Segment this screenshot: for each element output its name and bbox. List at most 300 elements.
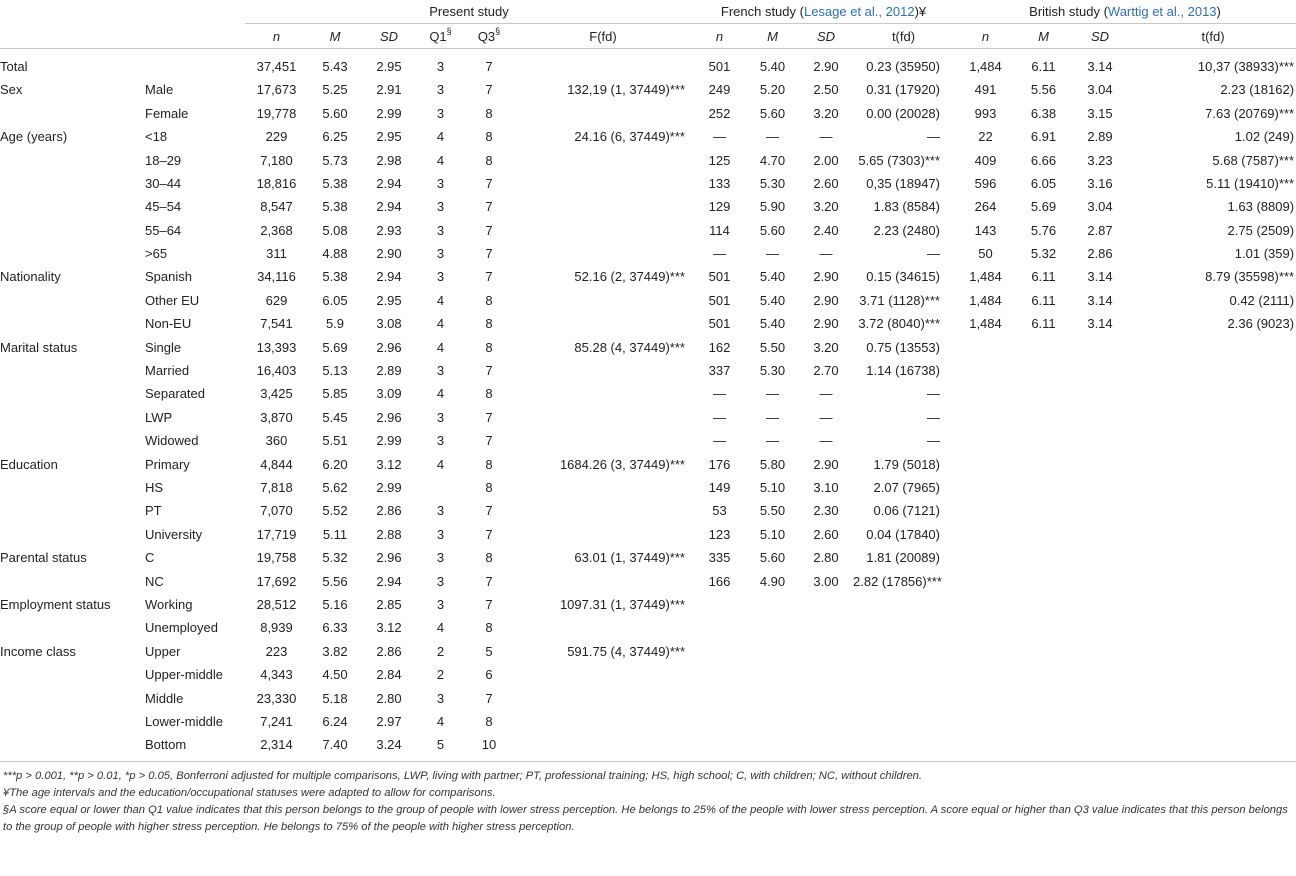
table-cell: 5.65 (7303)*** bbox=[858, 152, 940, 168]
table-cell bbox=[954, 710, 1017, 733]
table-cell: 5.25 bbox=[322, 82, 348, 98]
table-cell: 6.11 bbox=[1031, 58, 1056, 74]
table-cell: 6.11 bbox=[1031, 292, 1056, 308]
table-cell: 129 bbox=[708, 199, 731, 215]
table-cell: 2.91 bbox=[376, 82, 402, 98]
table-cell: 3 bbox=[436, 105, 445, 121]
table-cell: 7,241 bbox=[260, 713, 293, 729]
table-cell bbox=[954, 476, 1017, 499]
table-cell: 3.14 bbox=[1087, 292, 1113, 308]
table-cell: 23,330 bbox=[256, 690, 297, 706]
table-cell bbox=[693, 640, 746, 663]
table-cell: 7 bbox=[485, 199, 493, 215]
row-category bbox=[0, 710, 145, 733]
table-cell bbox=[1017, 382, 1070, 405]
table-cell: 1,484 bbox=[969, 316, 1002, 332]
row-category bbox=[0, 616, 145, 639]
table-cell: 6.33 bbox=[322, 620, 348, 636]
table-cell: 2.90 bbox=[813, 456, 839, 472]
table-cell bbox=[799, 733, 853, 756]
table-cell: 0.23 (35950) bbox=[866, 58, 940, 74]
table-cell bbox=[853, 686, 954, 709]
table-cell: 501 bbox=[708, 58, 731, 74]
table-cell: 6.05 bbox=[322, 292, 348, 308]
table-cell: 176 bbox=[708, 456, 731, 472]
table-cell: 166 bbox=[708, 573, 731, 589]
table-cell: 3.04 bbox=[1087, 82, 1113, 98]
table-cell bbox=[513, 476, 693, 499]
table-cell: 7 bbox=[485, 503, 493, 519]
table-cell bbox=[746, 640, 799, 663]
table-cell bbox=[1017, 523, 1070, 546]
table-cell: — bbox=[766, 433, 779, 449]
table-cell: — bbox=[819, 433, 833, 449]
table-cell bbox=[513, 569, 693, 592]
table-cell: 17,673 bbox=[256, 82, 297, 98]
table-cell bbox=[513, 382, 693, 405]
table-cell: 5.56 bbox=[322, 573, 348, 589]
table-cell: 4 bbox=[436, 316, 445, 332]
row-subcategory bbox=[145, 48, 245, 78]
table-cell bbox=[513, 102, 693, 125]
table-cell: 7 bbox=[485, 596, 493, 612]
table-cell: 3.71 (1128)*** bbox=[859, 292, 940, 308]
table-cell bbox=[513, 523, 693, 546]
table-cell: 5.60 bbox=[759, 222, 786, 238]
table-cell bbox=[853, 616, 954, 639]
table-cell: 5.43 bbox=[322, 58, 348, 74]
table-cell bbox=[1070, 476, 1130, 499]
table-cell bbox=[1017, 663, 1070, 686]
table-cell: 8 bbox=[485, 620, 493, 636]
row-subcategory: Non-EU bbox=[145, 316, 192, 332]
table-cell: 249 bbox=[708, 82, 731, 98]
table-cell: 1.63 (8809) bbox=[1227, 199, 1295, 215]
french-citation-link[interactable]: Lesage et al., 2012 bbox=[803, 4, 915, 20]
table-cell bbox=[693, 710, 746, 733]
row-subcategory: 18–29 bbox=[145, 152, 182, 168]
row-category bbox=[0, 289, 145, 312]
table-cell: 5.45 bbox=[322, 409, 348, 425]
table-cell: 5.18 bbox=[322, 690, 348, 706]
table-cell: 2.60 bbox=[813, 175, 839, 191]
table-cell: 3 bbox=[436, 199, 445, 215]
table-cell bbox=[513, 148, 693, 171]
table-row bbox=[0, 382, 1296, 405]
table-cell: 7 bbox=[485, 526, 493, 542]
table-cell bbox=[513, 429, 693, 452]
table-cell bbox=[954, 499, 1017, 522]
table-cell: 3.20 bbox=[813, 339, 839, 355]
table-cell: 223 bbox=[265, 643, 288, 659]
table-cell bbox=[746, 663, 799, 686]
table-cell: 2.99 bbox=[376, 480, 402, 495]
table-cell: 5.9 bbox=[325, 316, 345, 332]
table-cell: — bbox=[713, 409, 726, 425]
table-cell: 2.89 bbox=[1087, 129, 1113, 145]
table-cell: 5 bbox=[436, 737, 445, 753]
footnote-significance: ***p > 0.001, **p > 0.01, *p > 0.05, Bonferroni adjusted for multiple comparisons, LWP, living with partner; PT, professional training; HS, high school; C, with children; NC, without children. bbox=[3, 769, 922, 782]
table-cell: 2.99 bbox=[376, 433, 402, 449]
table-cell: 2.82 (17856)*** bbox=[853, 573, 942, 589]
table-cell bbox=[746, 616, 799, 639]
table-cell bbox=[1130, 382, 1296, 405]
table-cell bbox=[1070, 710, 1130, 733]
table-cell bbox=[1070, 523, 1130, 546]
table-cell bbox=[954, 593, 1017, 616]
table-cell: 5.40 bbox=[759, 269, 786, 285]
table-row bbox=[0, 429, 1296, 452]
col-fr-t: t(fd) bbox=[853, 24, 954, 48]
table-cell: 125 bbox=[708, 152, 731, 168]
col-br-n: n bbox=[954, 24, 1017, 48]
table-cell: 7,541 bbox=[260, 316, 293, 332]
table-cell: — bbox=[819, 386, 833, 402]
row-subcategory: LWP bbox=[145, 409, 173, 425]
table-cell: 3.10 bbox=[813, 480, 839, 495]
table-cell bbox=[513, 219, 693, 242]
table-cell: 2.95 bbox=[376, 58, 402, 74]
row-subcategory: 45–54 bbox=[145, 199, 182, 215]
table-cell: 3.08 bbox=[376, 316, 402, 332]
table-cell: 5 bbox=[485, 643, 493, 659]
table-cell: 6.38 bbox=[1030, 105, 1057, 121]
table-cell: 5.20 bbox=[759, 82, 786, 98]
col-fr-n: n bbox=[693, 24, 746, 48]
table-cell: — bbox=[927, 129, 940, 145]
table-cell bbox=[954, 686, 1017, 709]
table-cell: 596 bbox=[974, 175, 997, 191]
row-subcategory: 30–44 bbox=[145, 175, 182, 191]
table-cell bbox=[693, 663, 746, 686]
table-cell: 2.86 bbox=[376, 503, 402, 519]
row-subcategory: NC bbox=[145, 573, 164, 589]
table-cell: 5.69 bbox=[322, 339, 348, 355]
table-cell: 1.02 (249) bbox=[1234, 129, 1295, 145]
table-cell bbox=[1017, 710, 1070, 733]
table-cell: 3 bbox=[436, 222, 445, 238]
table-row bbox=[0, 312, 1296, 335]
row-subcategory: Married bbox=[145, 363, 190, 379]
table-cell: 264 bbox=[974, 199, 997, 215]
british-citation-link[interactable]: Warttig et al., 2013 bbox=[1107, 4, 1217, 20]
row-category bbox=[0, 242, 145, 265]
table-cell: 5.10 bbox=[759, 526, 786, 542]
table-cell: 5.50 bbox=[759, 339, 786, 355]
table-cell bbox=[1130, 499, 1296, 522]
table-cell: 13,393 bbox=[256, 339, 297, 355]
table-cell: 1.01 (359) bbox=[1234, 246, 1295, 262]
table-cell: 8 bbox=[485, 713, 493, 729]
table-cell: 5.52 bbox=[322, 503, 348, 519]
table-cell: 252 bbox=[708, 105, 731, 121]
table-cell: 6.24 bbox=[322, 713, 348, 729]
table-cell: — bbox=[713, 129, 726, 145]
col-fr-m: M bbox=[746, 24, 799, 48]
col-q1: Q1§ bbox=[416, 24, 465, 48]
table-cell bbox=[1017, 616, 1070, 639]
table-cell bbox=[1130, 359, 1296, 382]
table-cell: 6.25 bbox=[322, 129, 348, 145]
table-cell: 162 bbox=[708, 339, 731, 355]
table-cell: 311 bbox=[266, 246, 287, 262]
table-cell bbox=[513, 195, 693, 218]
table-cell bbox=[954, 663, 1017, 686]
table-cell: 2.70 bbox=[813, 363, 839, 379]
table-cell bbox=[1130, 569, 1296, 592]
table-cell: 3.20 bbox=[813, 199, 839, 215]
table-cell bbox=[954, 359, 1017, 382]
table-cell: 591.75 (4, 37449)*** bbox=[567, 643, 685, 659]
table-cell: 2.86 bbox=[376, 643, 402, 659]
table-cell bbox=[513, 710, 693, 733]
table-cell bbox=[1070, 429, 1130, 452]
row-category bbox=[0, 406, 145, 429]
table-cell: 5.62 bbox=[322, 480, 348, 495]
table-cell: 5.90 bbox=[759, 199, 786, 215]
table-cell bbox=[1130, 733, 1296, 756]
table-cell: 6.05 bbox=[1030, 175, 1057, 191]
table-cell bbox=[513, 686, 693, 709]
table-cell: 2 bbox=[436, 643, 445, 659]
table-cell bbox=[799, 593, 853, 616]
table-cell bbox=[1130, 546, 1296, 569]
table-cell: 7.63 (20769)*** bbox=[1205, 105, 1295, 121]
table-cell bbox=[853, 593, 954, 616]
row-category bbox=[0, 499, 145, 522]
row-subcategory: University bbox=[145, 526, 203, 542]
table-row bbox=[0, 616, 1296, 639]
table-cell bbox=[954, 429, 1017, 452]
table-cell: 6.20 bbox=[322, 456, 348, 472]
table-cell: 8 bbox=[485, 480, 493, 495]
table-cell: 37,451 bbox=[256, 58, 297, 74]
table-cell: 2.90 bbox=[376, 246, 402, 262]
col-br-sd: SD bbox=[1070, 24, 1130, 48]
table-cell: 2.89 bbox=[376, 363, 402, 379]
table-cell bbox=[513, 406, 693, 429]
table-cell: 5.30 bbox=[759, 363, 786, 379]
table-footnotes bbox=[0, 761, 1296, 836]
table-cell: 3 bbox=[436, 550, 445, 566]
table-cell: 7 bbox=[485, 269, 493, 285]
table-cell bbox=[853, 710, 954, 733]
table-cell: 2.00 bbox=[813, 152, 839, 168]
table-cell bbox=[1070, 452, 1130, 475]
table-cell: — bbox=[713, 433, 726, 449]
table-cell: 2.90 bbox=[813, 269, 839, 285]
table-cell: 24.16 (6, 37449)*** bbox=[574, 129, 685, 145]
table-cell: 6.66 bbox=[1030, 152, 1057, 168]
col-n: n bbox=[245, 24, 308, 48]
table-cell: 3.04 bbox=[1087, 199, 1113, 215]
table-cell: 5.76 bbox=[1030, 222, 1057, 238]
table-cell: 3.20 bbox=[813, 105, 839, 121]
table-cell bbox=[1130, 686, 1296, 709]
row-category: Education bbox=[0, 456, 58, 472]
french-study-header: French study (Lesage et al., 2012)¥ bbox=[693, 0, 954, 24]
table-cell bbox=[513, 733, 693, 756]
table-cell: 7,180 bbox=[260, 152, 293, 168]
table-cell: 1097.31 (1, 37449)*** bbox=[559, 596, 685, 612]
table-cell: — bbox=[766, 386, 779, 402]
row-subcategory: Primary bbox=[145, 456, 190, 472]
table-cell: 2.50 bbox=[813, 82, 839, 98]
table-cell bbox=[1017, 640, 1070, 663]
table-cell: — bbox=[927, 433, 940, 449]
table-cell: 7 bbox=[485, 82, 493, 98]
table-cell bbox=[1070, 406, 1130, 429]
table-cell bbox=[1070, 546, 1130, 569]
table-cell: 501 bbox=[708, 292, 731, 308]
table-cell: 4 bbox=[436, 386, 445, 402]
table-cell bbox=[513, 172, 693, 195]
table-cell bbox=[1070, 335, 1130, 358]
table-row bbox=[0, 499, 1296, 522]
row-category: Marital status bbox=[0, 339, 78, 355]
table-cell: 7 bbox=[485, 409, 493, 425]
table-cell: 143 bbox=[974, 222, 997, 238]
table-cell: 17,719 bbox=[256, 526, 297, 542]
table-cell bbox=[513, 499, 693, 522]
table-cell: 3.15 bbox=[1087, 105, 1113, 121]
table-cell: 8,939 bbox=[260, 620, 293, 636]
table-cell bbox=[513, 289, 693, 312]
table-cell bbox=[513, 616, 693, 639]
table-cell bbox=[1130, 406, 1296, 429]
row-category bbox=[0, 429, 145, 452]
table-cell: 5.40 bbox=[759, 292, 786, 308]
row-category bbox=[0, 523, 145, 546]
table-cell: 6.11 bbox=[1031, 269, 1056, 285]
table-cell bbox=[693, 616, 746, 639]
col-br-m: M bbox=[1017, 24, 1070, 48]
table-cell: 5.08 bbox=[322, 222, 348, 238]
row-subcategory: Separated bbox=[145, 386, 205, 402]
table-cell: 17,692 bbox=[256, 573, 297, 589]
table-cell: 7 bbox=[485, 433, 493, 449]
row-subcategory: Widowed bbox=[145, 433, 199, 449]
table-cell bbox=[799, 710, 853, 733]
table-cell bbox=[1130, 452, 1296, 475]
table-cell: 2.90 bbox=[813, 316, 839, 332]
row-category bbox=[0, 359, 145, 382]
table-cell bbox=[954, 733, 1017, 756]
table-cell: 2.07 (7965) bbox=[873, 480, 940, 495]
table-cell: 7,070 bbox=[260, 503, 293, 519]
table-cell: 5.40 bbox=[759, 316, 786, 332]
table-cell: 4.88 bbox=[322, 246, 348, 262]
row-subcategory: >65 bbox=[145, 246, 168, 262]
col-q3: Q3§ bbox=[465, 24, 513, 48]
table-cell: 0.06 (7121) bbox=[873, 503, 940, 519]
row-category bbox=[0, 476, 145, 499]
row-subcategory: PT bbox=[145, 503, 162, 519]
table-cell: 3.72 (8040)*** bbox=[858, 316, 940, 332]
table-cell bbox=[954, 616, 1017, 639]
row-subcategory: <18 bbox=[145, 129, 168, 145]
table-cell bbox=[799, 616, 853, 639]
table-cell bbox=[1017, 359, 1070, 382]
table-cell: 2.94 bbox=[376, 175, 402, 191]
table-cell: 5.13 bbox=[322, 363, 348, 379]
table-cell: 3.24 bbox=[376, 737, 402, 753]
table-cell: 5.30 bbox=[759, 175, 786, 191]
table-cell: 4 bbox=[436, 292, 445, 308]
table-cell: 501 bbox=[708, 269, 731, 285]
table-cell: 5.40 bbox=[759, 58, 786, 74]
table-cell: 2.80 bbox=[376, 690, 402, 706]
table-cell bbox=[853, 733, 954, 756]
table-cell: 0.75 (13553) bbox=[866, 339, 940, 355]
table-row bbox=[0, 172, 1296, 195]
table-row bbox=[0, 265, 1296, 288]
table-cell: 22 bbox=[978, 129, 993, 145]
table-cell bbox=[1130, 616, 1296, 639]
table-cell: 114 bbox=[709, 222, 730, 238]
table-cell: 2.75 (2509) bbox=[1227, 222, 1295, 238]
table-cell: 5.32 bbox=[1030, 246, 1057, 262]
present-study-header: Present study bbox=[245, 0, 693, 24]
table-cell bbox=[1130, 476, 1296, 499]
table-cell: 2.87 bbox=[1087, 222, 1113, 238]
row-subcategory: Lower-middle bbox=[145, 713, 224, 729]
row-category bbox=[0, 733, 145, 756]
row-category: Age (years) bbox=[0, 129, 68, 145]
table-cell: 52.16 (2, 37449)*** bbox=[574, 269, 685, 285]
table-row bbox=[0, 452, 1296, 475]
table-cell: 409 bbox=[974, 152, 997, 168]
table-cell: 7 bbox=[485, 58, 493, 74]
table-cell: 3 bbox=[436, 175, 445, 191]
table-cell: 149 bbox=[708, 480, 731, 495]
table-cell bbox=[1070, 382, 1130, 405]
table-cell bbox=[1070, 359, 1130, 382]
row-category bbox=[0, 569, 145, 592]
row-subcategory: Unemployed bbox=[145, 620, 218, 636]
row-subcategory: C bbox=[145, 550, 155, 566]
row-category: Sex bbox=[0, 82, 23, 98]
row-subcategory: Other EU bbox=[145, 292, 200, 308]
table-cell bbox=[1070, 593, 1130, 616]
table-cell bbox=[416, 476, 465, 499]
table-cell bbox=[1130, 640, 1296, 663]
table-cell: 4 bbox=[436, 456, 445, 472]
table-row bbox=[0, 125, 1296, 148]
table-cell: 5.60 bbox=[759, 105, 786, 121]
table-cell: 2.90 bbox=[813, 292, 839, 308]
row-category bbox=[0, 148, 145, 171]
table-cell: 1684.26 (3, 37449)*** bbox=[559, 456, 685, 472]
table-cell: 3.16 bbox=[1087, 175, 1113, 191]
table-cell: 7 bbox=[485, 222, 493, 238]
british-study-header: British study (Warttig et al., 2013) bbox=[954, 0, 1296, 24]
table-cell: 6.11 bbox=[1031, 316, 1056, 332]
row-subcategory: Spanish bbox=[145, 269, 192, 285]
table-cell: 2.40 bbox=[813, 222, 839, 238]
table-cell: — bbox=[713, 386, 726, 402]
table-cell: — bbox=[819, 409, 833, 425]
table-cell: — bbox=[819, 246, 833, 262]
table-cell bbox=[513, 312, 693, 335]
table-cell bbox=[954, 452, 1017, 475]
table-cell: 8 bbox=[485, 129, 493, 145]
table-cell: 7 bbox=[485, 573, 493, 589]
table-cell: 3 bbox=[436, 269, 445, 285]
table-cell bbox=[1130, 335, 1296, 358]
column-header-row bbox=[0, 24, 1296, 48]
table-cell: 8 bbox=[485, 386, 493, 402]
